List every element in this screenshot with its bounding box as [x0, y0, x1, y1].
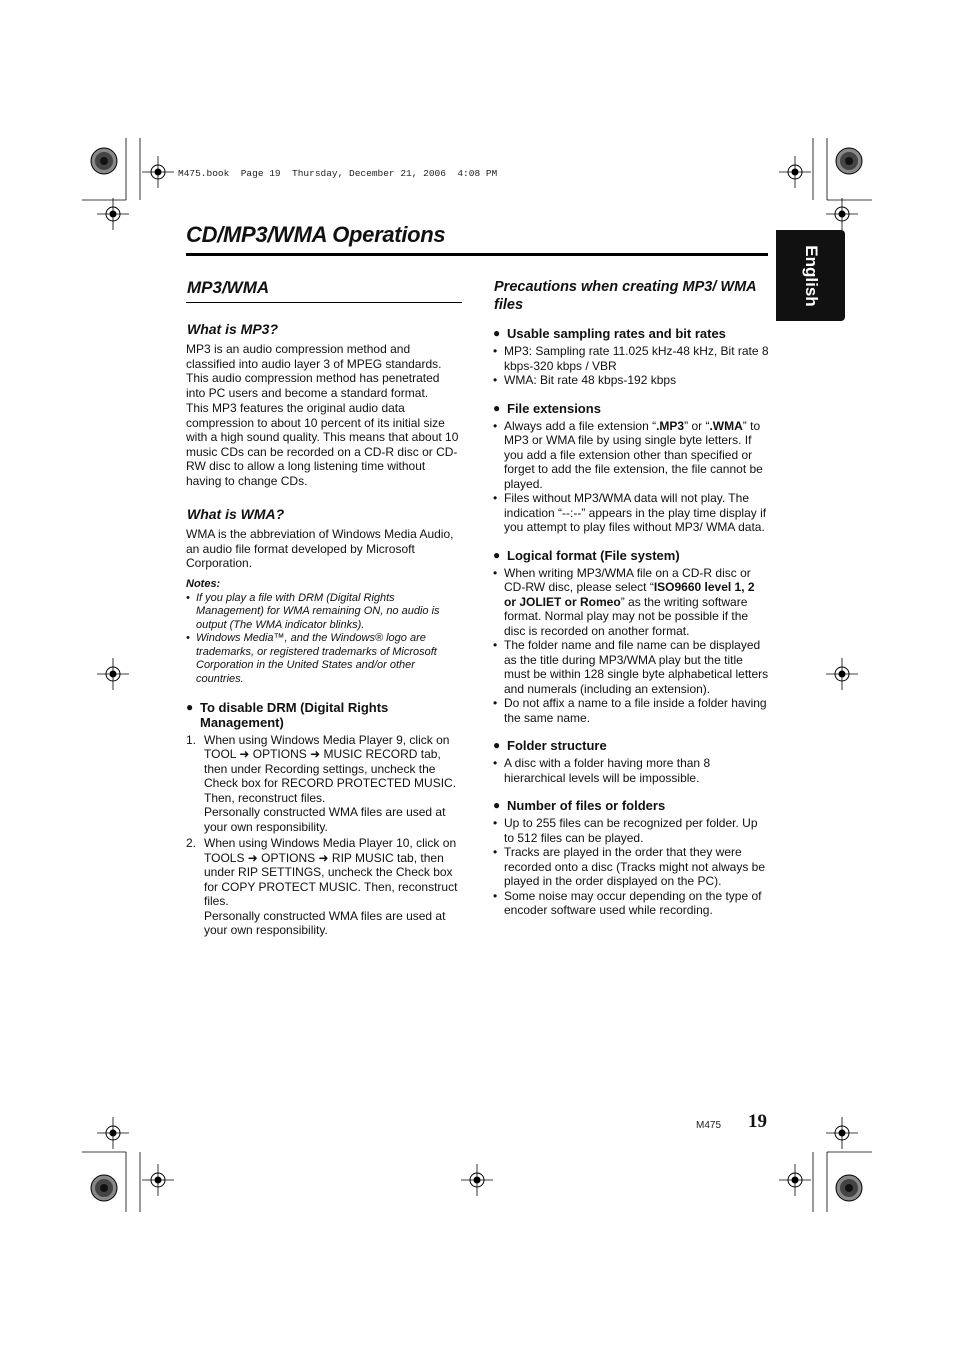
sampling-wma: • WMA: Bit rate 48 kbps-192 kbps — [493, 373, 769, 388]
step-note: Personally constructed WMA files are used at your own responsibility. — [204, 908, 446, 938]
logical-format-rule: • When writing MP3/WMA file on a CD-R disc or CD-RW disc, please select “ISO9660 level 1, 2 or JOLIET or Romeo” as the writing software format. Normal play may not be possible if the disc is recorded on another format. — [493, 566, 769, 639]
note-trademark: • Windows Media™, and the Windows® logo are trademarks, or registered trademarks of Microsoft Corporation in the United States and/or other countries. — [186, 632, 462, 686]
heading-what-is-wma: What is WMA? — [187, 506, 285, 522]
paragraph-wma-intro: WMA is the abbreviation of Windows Media Audio, an audio file format developed by Microsoft Corporation. — [186, 527, 454, 570]
section-title-precautions: Precautions when creating MP3/ WMA files — [494, 279, 757, 313]
extension-rule: • Always add a file extension “.MP3” or “.WMA” to MP3 or WMA file by using single byte letters. If you add a file extension other than specified or forget to add the file extension, the file cannot be played. — [493, 419, 769, 492]
logical-same-name: • Do not affix a name to a file inside a folder having the same name. — [493, 696, 769, 725]
step-note: Personally constructed WMA files are used at your own responsibility. — [204, 805, 446, 834]
heading-sampling-rates: ● Usable sampling rates and bit rates — [493, 326, 769, 341]
registration-mark-top-left — [142, 156, 174, 188]
registration-mark-top-left-lower — [97, 198, 129, 230]
logical-format-names: ISO9660 level 1, 2 or JOLIET or Romeo — [504, 580, 755, 609]
heading-logical-format: ● Logical format (File system) — [493, 548, 769, 563]
registration-mark-right-middle — [826, 658, 858, 690]
extension-no-data: • Files without MP3/WMA data will not play. The indication “--:--” appears in the play time display if you attempt to play files without MP3/ WMA data. — [493, 491, 769, 535]
extension-mp3: .MP3 — [656, 418, 685, 433]
extension-wma: .WMA — [709, 418, 743, 433]
registration-star-top-right — [836, 148, 862, 174]
step-number: 2. — [186, 836, 197, 851]
sampling-list — [493, 344, 769, 388]
number-limits: • Up to 255 files can be recognized per folder. Up to 512 files can be played. — [493, 816, 769, 845]
step-text: When using Windows Media Player 10, click on TOOLS ➜ OPTIONS ➜ RIP MUSIC tab, then under RIP SETTINGS, uncheck the Check box for COPY PROTECT MUSIC. Then, reconstruct files. — [204, 836, 458, 909]
registration-mark-bottom-right — [779, 1164, 811, 1196]
registration-mark-top-right-lower — [826, 198, 858, 230]
drm-step-2 — [186, 836, 462, 938]
note-drm: • If you play a file with DRM (Digital Rights Management) for WMA remaining ON, no audio is output (The WMA indicator blinks). — [186, 592, 462, 633]
book-header-info: M475.book Page 19 Thursday, December 21, 2006 4:08 PM — [178, 168, 498, 179]
registration-mark-bottom-right-upper — [826, 1117, 858, 1149]
number-list — [493, 816, 769, 918]
step-number: 1. — [186, 732, 197, 747]
page-title: CD/MP3/WMA Operations — [186, 222, 446, 247]
registration-mark-left-middle — [97, 658, 129, 690]
number-noise: • Some noise may occur depending on the type of encoder software used while recording. — [493, 889, 769, 918]
folder-list — [493, 756, 769, 785]
model-code: M475 — [696, 1120, 722, 1131]
title-rule — [186, 253, 768, 256]
registration-mark-bottom-middle — [461, 1164, 493, 1196]
number-order: • Tracks are played in the order that they were recorded onto a disc (Tracks might not always be played in the order displayed on the PC). — [493, 845, 769, 889]
step-text: When using Windows Media Player 9, click on TOOL ➜ OPTIONS ➜ MUSIC RECORD tab, then under Recording settings, uncheck the Check box for RECORD PROTECTED MUSIC. Then, reconstruct files. — [204, 732, 457, 805]
notes-heading: Notes: — [186, 577, 221, 590]
left-column — [186, 278, 462, 938]
heading-disable-drm: ● To disable DRM (Digital Rights Management) — [186, 700, 462, 730]
heading-file-extensions: ● File extensions — [493, 401, 769, 416]
logical-list — [493, 566, 769, 726]
drm-step-1 — [186, 733, 462, 835]
section-title-mp3-wma: MP3/WMA — [186, 278, 462, 303]
heading-what-is-mp3: What is MP3? — [187, 321, 279, 337]
extensions-list — [493, 419, 769, 535]
notes-list — [186, 592, 462, 687]
paragraph-mp3-compression: This MP3 features the original audio data compression to about 10 percent of its initial size with a high sound quality. This means that about 10 music CDs can be recorded on a CD-R disc or CD-RW disc to allow a long listening time without having to change CDs. — [186, 401, 459, 488]
language-tab-label: English — [801, 244, 821, 307]
registration-star-bottom-left — [91, 1175, 117, 1201]
registration-star-bottom-right — [836, 1175, 862, 1201]
right-column — [493, 278, 769, 918]
registration-mark-bottom-left — [142, 1164, 174, 1196]
heading-folder-structure: ● Folder structure — [493, 738, 769, 753]
page-number: 19 — [748, 1111, 767, 1132]
logical-title-length: • The folder name and file name can be displayed as the title during MP3/WMA play but the title must be within 128 single byte alphabetical letters and numerals (including an extension). — [493, 638, 769, 696]
registration-mark-top-right — [779, 156, 811, 188]
heading-number-of-files: ● Number of files or folders — [493, 798, 769, 813]
folder-levels: • A disc with a folder having more than 8 hierarchical levels will be impossible. — [493, 756, 769, 785]
sampling-mp3: • MP3: Sampling rate 11.025 kHz-48 kHz, Bit rate 8 kbps-320 kbps / VBR — [493, 344, 769, 373]
paragraph-mp3-intro: MP3 is an audio compression method and classified into audio layer 3 of MPEG standards. This audio compression method has penetrated into PC users and become a standard format. — [186, 342, 442, 400]
registration-mark-bottom-left-upper — [97, 1117, 129, 1149]
registration-star-top-left — [91, 148, 117, 174]
drm-steps — [186, 733, 462, 938]
language-tab — [776, 230, 845, 321]
